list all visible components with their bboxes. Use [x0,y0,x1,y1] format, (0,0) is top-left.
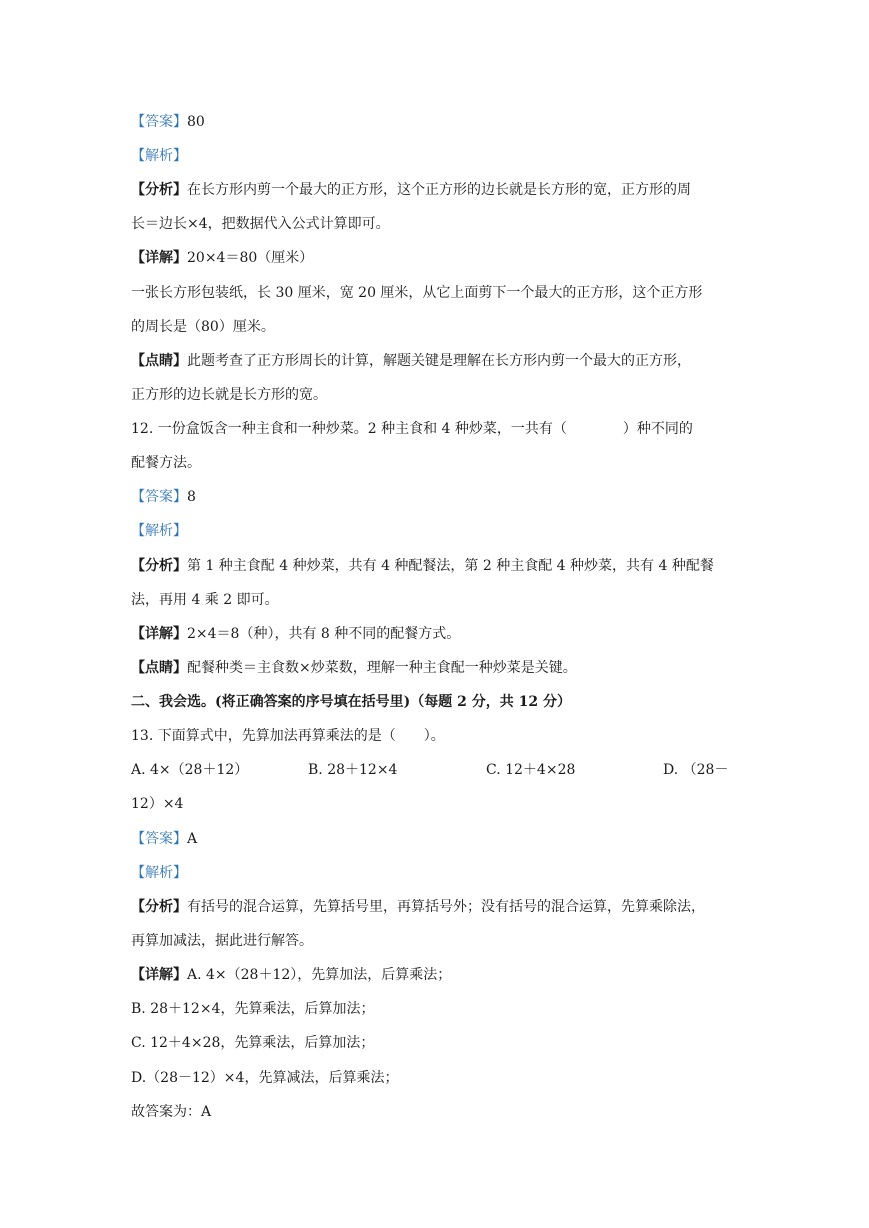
answer-tag: 【答案】 [131,489,187,505]
xiangjie-tag: 【详解】 [131,967,187,983]
q12-question-line1: 12. 一份盒饭含一种主食和一种炒菜。2 种主食和 4 种炒菜，一共有（ ）种不同的 [131,421,693,437]
q13-xiangjie-line1 [131,965,451,985]
analysis-tag: 【解析】 [131,148,187,164]
fenxi-tag: 【分析】 [131,899,187,915]
fenxi-text: 有括号的混合运算，先算括号里，再算括号外；没有括号的混合运算，先算乘除法， [187,899,705,915]
q13-question: 13. 下面算式中，先算加法再算乘法的是（ ）。 [131,728,445,744]
q11-fenxi-line1 [131,180,691,200]
answer-tag: 【答案】 [131,114,187,130]
q11-fenxi-line2: 长＝边长×4，把数据代入公式计算即可。 [131,216,390,232]
answer-value: 80 [187,114,205,130]
q12-xiangjie-line1 [131,624,460,644]
dianjing-tag: 【点睛】 [131,353,187,369]
fenxi-text: 第 1 种主食配 4 种炒菜，共有 4 种配餐法，第 2 种主食配 4 种炒菜，共有 4 种配餐 [187,558,714,574]
analysis-tag: 【解析】 [131,865,187,881]
answer-tag: 【答案】 [131,831,187,847]
q11-xiangjie-line2: 一张长方形包装纸，长 30 厘米，宽 20 厘米，从它上面剪下一个最大的正方形，这个正方形 [131,285,703,301]
q13-xiangjie-line3: C. 12＋4×28，先算乘法，后算加法； [131,1035,375,1051]
xiangjie-text: A. 4×（28＋12），先算加法，后算乘法； [187,967,452,983]
q11-dianjing-line2: 正方形的边长就是长方形的宽。 [131,387,327,403]
dianjing-text: 配餐种类＝主食数×炒菜数，理解一种主食配一种炒菜是关键。 [187,660,577,676]
answer-value: A [187,831,198,847]
q13-fenxi-line1 [131,897,705,917]
q13-fenxi-line2: 再算加减法，据此进行解答。 [131,933,313,949]
fenxi-text: 在长方形内剪一个最大的正方形，这个正方形的边长就是长方形的宽，正方形的周 [187,182,691,198]
q13-xiangjie-line4: D.（28－12）×4，先算减法，后算乘法； [131,1070,399,1086]
fenxi-tag: 【分析】 [131,558,187,574]
q11-xiangjie-line1 [131,248,313,268]
xiangjie-text: 2×4＝8（种），共有 8 种不同的配餐方式。 [187,626,461,642]
q13-option-b: B. 28＋12×4 [308,762,398,778]
xiangjie-tag: 【详解】 [131,250,187,266]
q12-question-line2: 配餐方法。 [131,455,201,471]
q13-answer-line [131,829,197,849]
q13-conclusion: 故答案为：A [131,1104,212,1120]
q13-option-d-continued: 12）×4 [131,796,184,812]
dianjing-text: 此题考查了正方形周长的计算，解题关键是理解在长方形内剪一个最大的正方形， [187,353,691,369]
q11-xiangjie-line3: 的周长是（80）厘米。 [131,319,275,335]
q13-option-c: C. 12＋4×28 [486,762,576,778]
dianjing-tag: 【点睛】 [131,660,187,676]
fenxi-tag: 【分析】 [131,182,187,198]
xiangjie-text: 20×4＝80（厘米） [187,250,314,266]
analysis-tag: 【解析】 [131,523,187,539]
section-heading: 二、我会选。(将正确答案的序号填在括号里)（每题 2 分，共 12 分） [131,694,571,710]
xiangjie-tag: 【详解】 [131,626,187,642]
q13-option-a: A. 4×（28＋12） [131,762,249,778]
q13-xiangjie-line2: B. 28＋12×4，先算乘法，后算加法； [131,1001,375,1017]
q12-answer-line [131,487,196,507]
q11-dianjing-line1 [131,351,691,371]
q12-dianjing-line1 [131,658,577,678]
q12-fenxi-line2: 法，再用 4 乘 2 即可。 [131,592,279,608]
q12-fenxi-line1 [131,556,714,576]
q13-option-d: D. （28－ [663,762,729,778]
answer-value: 8 [187,489,196,505]
q11-answer-line [131,112,205,132]
